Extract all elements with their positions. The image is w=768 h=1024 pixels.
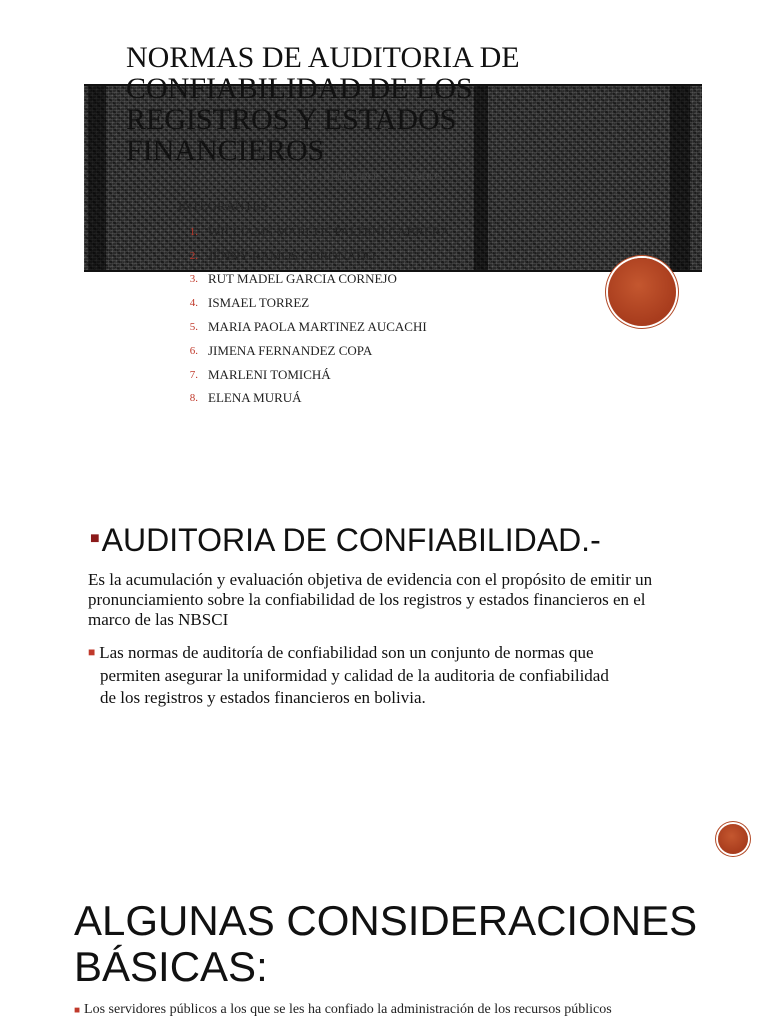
member-name: MARIA PAOLA MARTINEZ AUCACHI (208, 319, 427, 335)
list-item (160, 244, 450, 268)
member-name: JENNY RAMOS CORONADO (208, 247, 376, 263)
list-number: 7. (189, 368, 198, 381)
bullet-icon: ■ (74, 1005, 81, 1016)
list-number: 6. (189, 344, 198, 357)
members-list (160, 220, 450, 410)
bullet-paragraph (74, 1002, 754, 1018)
list-item (160, 363, 450, 387)
list-number: 1. (189, 225, 198, 238)
list-number: 3. (189, 273, 198, 286)
member-name: WILLIAMS MARCOS PALDINI CABRERA (208, 223, 450, 239)
list-item (160, 339, 450, 363)
slide-title-text: NORMAS DE AUDITORIA DE CONFIABILIDAD DE LOS REGISTROS Y ESTADOS FINANCIEROS (126, 41, 520, 167)
ghost-text: LOS REGISTROS Y ESTADOS (300, 172, 444, 183)
bullet-line: Los servidores públicos a los que se les ha confiado la administración de los recursos públicos (84, 1002, 612, 1017)
list-item (160, 315, 450, 339)
member-name: MARLENI TOMICHÁ (208, 366, 331, 382)
section-heading-text: AUDITORIA DE CONFIABILIDAD.- (101, 522, 601, 558)
square-bullet-icon: ■ (90, 530, 100, 547)
list-number: 8. (189, 392, 198, 405)
definition-paragraph: Es la acumulación y evaluación objetiva de evidencia con el propósito de emitir un pronunciamiento sobre la confiabilidad de los registros y estados financieros en el marco de las NBSCI (88, 570, 653, 629)
bullet-line: Las normas de auditoría de confiabilidad son un conjunto de normas que (99, 643, 594, 662)
list-item (160, 268, 450, 292)
member-name: ELENA MURUÁ (208, 390, 302, 406)
list-number: 2. (189, 249, 198, 262)
bullet-icon: ■ (88, 645, 96, 659)
bullet-line: de los registros y estados financieros en bolivia. (100, 688, 426, 707)
banner-pillar (88, 86, 106, 270)
list-number: 5. (189, 321, 198, 334)
list-number: 4. (189, 297, 198, 310)
list-item (160, 220, 450, 244)
bullet-line: permiten asegurar la uniformidad y calidad de la auditoria de confiabilidad (100, 666, 609, 685)
list-item (160, 291, 450, 315)
slide-title (0, 0, 768, 480)
decorative-circle-icon (718, 824, 748, 854)
list-item (160, 387, 450, 411)
section-heading (90, 522, 601, 559)
members-label: INTEGRANTES (178, 198, 268, 213)
member-name: RUT MADEL GARCIA CORNEJO (208, 271, 397, 287)
slide-definition (0, 480, 768, 880)
decorative-circle-icon (608, 258, 676, 326)
banner-pillar (670, 86, 690, 270)
member-name: JIMENA FERNANDEZ COPA (208, 342, 373, 358)
member-name: ISMAEL TORREZ (208, 295, 310, 311)
slide-considerations (0, 880, 768, 1024)
bullet-paragraph (88, 642, 708, 709)
section-heading: ALGUNAS CONSIDERACIONES BÁSICAS: (74, 897, 698, 990)
